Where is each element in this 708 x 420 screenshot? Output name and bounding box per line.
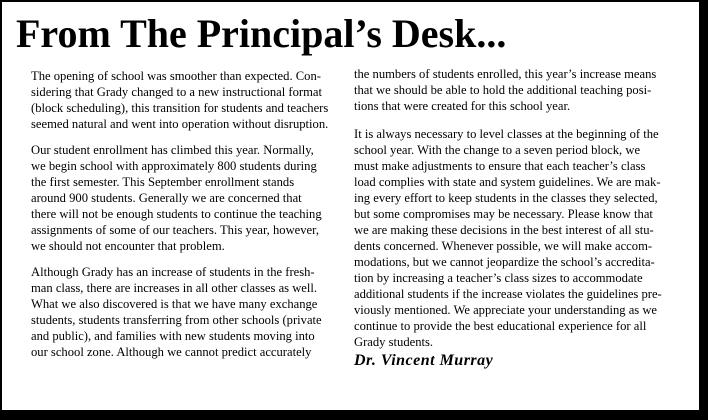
text-line: we should not encounter that problem. bbox=[31, 239, 225, 253]
text-line: and public), and families with new students moving into bbox=[31, 329, 315, 343]
text-line: dents concerned. Whenever possible, we will make accom- bbox=[354, 239, 653, 253]
text-line: but some compromises may be necessary. Please know that bbox=[354, 207, 653, 221]
text-line: continue to provide the best educational experience for all bbox=[354, 319, 647, 333]
text-line: It is always necessary to level classes at the beginning of the bbox=[354, 127, 659, 141]
text-line: around 900 students. Generally we are concerned that bbox=[31, 191, 302, 205]
text-line: modations, but we cannot jeopardize the school’s accredita- bbox=[354, 255, 655, 269]
text-line: Grady students. bbox=[354, 335, 434, 349]
text-line: ing every effort to keep students in the classes they selected, bbox=[354, 191, 658, 205]
text-line: tion by increasing a teacher’s class sizes to accommodate bbox=[354, 271, 643, 285]
text-line: we are making these decisions in the best interest of all stu- bbox=[354, 223, 654, 237]
text-line: must make adjustments to ensure that each teacher’s class bbox=[354, 159, 646, 173]
text-line: (block scheduling), this transition for students and teachers bbox=[31, 101, 329, 115]
text-line: Our student enrollment has climbed this year. Normally, bbox=[31, 143, 314, 157]
text-line: The opening of school was smoother than expected. Con- bbox=[31, 69, 321, 83]
article-title: From The Principal’s Desk... bbox=[16, 11, 507, 56]
text-line: school year. With the change to a seven period block, we bbox=[354, 143, 641, 157]
text-line: our school zone. Although we cannot predict accurately bbox=[31, 345, 312, 359]
text-line: students, students transferring from other schools (private bbox=[31, 313, 322, 327]
text-line: we begin school with approximately 800 students during bbox=[31, 159, 317, 173]
text-line: the numbers of students enrolled, this year’s increase means bbox=[354, 67, 657, 81]
text-line: What we also discovered is that we have many exchange bbox=[31, 297, 318, 311]
text-line: sidering that Grady changed to a new instructional format bbox=[31, 85, 322, 99]
text-line: that we should be able to hold the additional teaching posi- bbox=[354, 83, 652, 97]
text-line: Although Grady has an increase of students in the fresh- bbox=[31, 265, 315, 279]
text-line: load complies with state and system guidelines. We are mak- bbox=[354, 175, 661, 189]
text-line: additional students if the increase violates the guidelines pre- bbox=[354, 287, 662, 301]
text-line: the first semester. This September enrollment stands bbox=[31, 175, 295, 189]
principal-signature: Dr. Vincent Murray bbox=[354, 352, 494, 369]
text-line: viously mentioned. We appreciate your understanding as we bbox=[354, 303, 658, 317]
text-line: assignments of some of our teachers. This year, however, bbox=[31, 223, 319, 237]
text-line: tions that were created for this school year. bbox=[354, 99, 571, 113]
text-line: seemed natural and went into operation without disruption. bbox=[31, 117, 329, 131]
text-line: man class, there are increases in all other classes as well. bbox=[31, 281, 318, 295]
text-line: there will not be enough students to continue the teaching bbox=[31, 207, 322, 221]
